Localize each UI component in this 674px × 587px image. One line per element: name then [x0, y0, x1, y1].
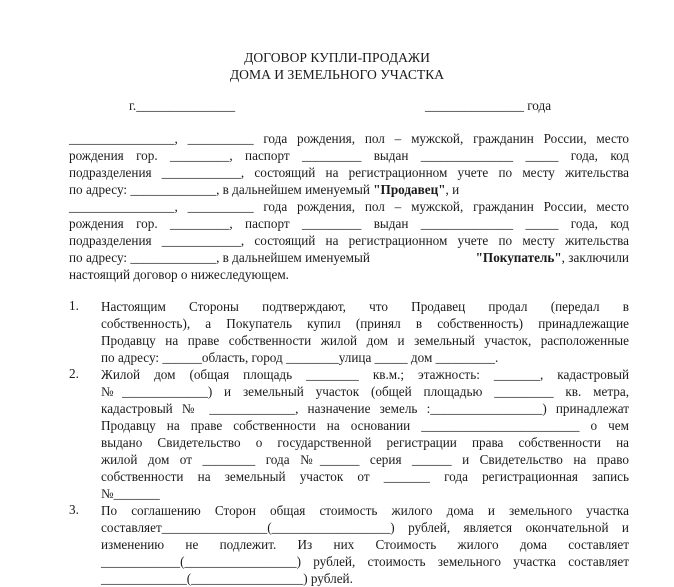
item-2-line-6: жилой дом от ________ года №______ серия ______ и Свидетельство на право [101, 452, 629, 467]
buyer-line-4 [69, 249, 629, 266]
buyer-line-2: рождения гор. _________, паспорт _________ выдан ______________ _____ года, код [69, 216, 629, 231]
item-2-number: 2. [69, 366, 79, 381]
item-3-line-5: _____________(_________________) рублей. [101, 571, 353, 586]
item-2-line-5: выдано Свидетельство о государственной регистрации права собственности на [101, 435, 629, 450]
item-1-line-1: Настоящим Стороны подтверждают, что Продавец продал (передал в [101, 299, 629, 314]
item-2-line-7: собственности на земельный участок от _______ года регистрационная запись [101, 469, 629, 484]
item-3-line-3: изменению не подлежит. Из них Стоимость жилого дома составляет [101, 537, 629, 552]
contract-date: _______________ года [425, 98, 552, 113]
seller-line-1: ________________, __________ года рождения, пол – мужской, гражданин России, место [69, 131, 629, 146]
contract-place: г._______________ [129, 98, 236, 113]
seller-tail: , и [445, 182, 460, 197]
buyer-address-text: по адресу: _____________, в дальнейшем именуемый [69, 250, 370, 265]
document-title-line-1: ДОГОВОР КУПЛИ-ПРОДАЖИ [244, 50, 430, 65]
buyer-tail: , заключили [561, 250, 629, 265]
item-3-line-1: По соглашению Сторон общая стоимость жилого дома и земельного участка [101, 503, 629, 518]
item-2-line-8: №_______ [101, 486, 160, 501]
buyer-line-1: ________________, __________ года рождения, пол – мужской, гражданин России, место [69, 199, 629, 214]
item-2-line-1: Жилой дом (общая площадь ________ кв.м.; этажность: _______, кадастровый [101, 367, 629, 382]
item-1-line-2: собственность), а Покупатель купил (принял в собственность) принадлежащие [101, 316, 629, 331]
seller-line-2: рождения гор. _________, паспорт _________ выдан ______________ _____ года, код [69, 148, 629, 163]
item-1-line-3: Продавцу на праве собственности жилой дом и земельный участок, расположенные [101, 333, 629, 348]
buyer-line-3: подразделения ____________, состоящий на регистрационном учете по месту жительства [69, 233, 629, 248]
item-2-line-4: Продавцу на праве собственности на основании ________________________ о чем [101, 418, 629, 433]
item-2-line-3: кадастровый № _____________, назначение земель :_________________) принадлежат [101, 401, 629, 416]
closing-line: настоящий договор о нижеследующем. [69, 267, 289, 282]
buyer-role-label: "Покупатель" [475, 250, 562, 265]
seller-role-label: "Продавец" [373, 182, 446, 197]
item-1-line-4: по адресу: ______область, город ________улица _____ дом _________. [101, 350, 499, 365]
item-2-line-2: №_____________) и земельный участок (общей площадью _________ кв. метра, [101, 384, 629, 399]
item-3-line-4: ____________(_________________) рублей, стоимость земельного участка составляет [101, 554, 629, 569]
seller-line-3: подразделения ____________, состоящий на регистрационном учете по месту жительства [69, 165, 629, 180]
seller-line-4 [69, 181, 629, 198]
item-1-number: 1. [69, 298, 79, 313]
seller-address-text: по адресу: _____________, в дальнейшем именуемый [69, 182, 374, 197]
item-3-line-2: составляет________________(__________________) рублей, является окончательной и [101, 520, 629, 535]
document-title-line-2: ДОМА И ЗЕМЕЛЬНОГО УЧАСТКА [229, 67, 445, 82]
item-3-number: 3. [69, 502, 79, 517]
